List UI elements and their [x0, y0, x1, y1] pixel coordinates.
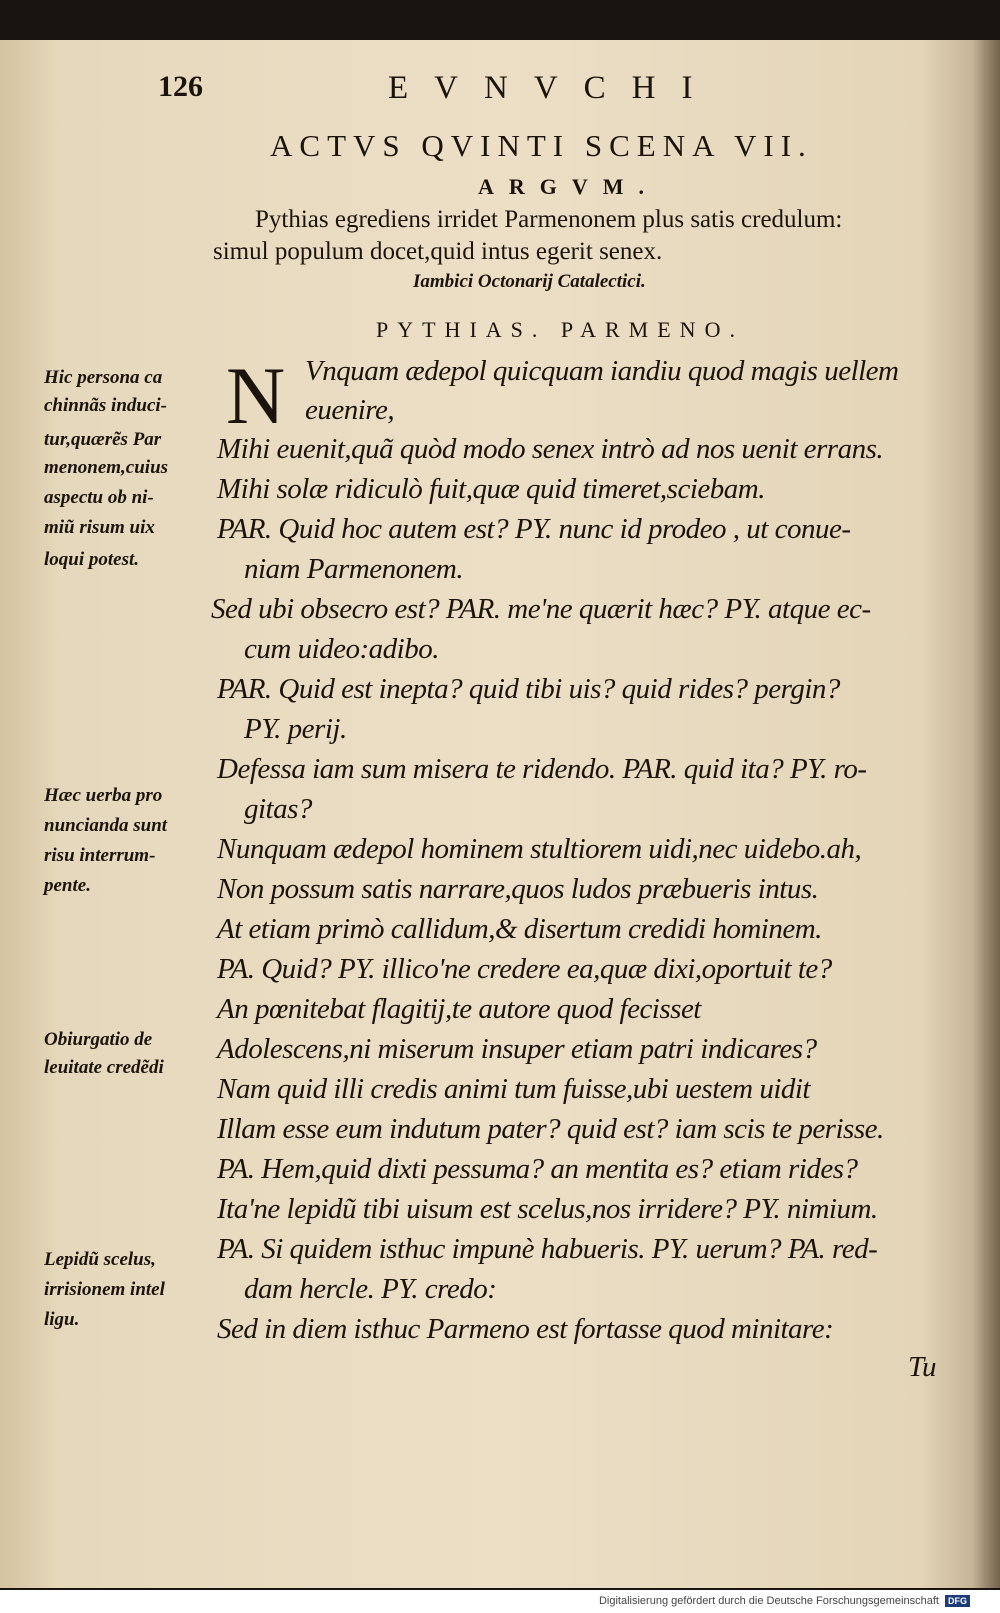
- verse-line: Nunquam ædepol hominem stultiorem uidi,nec uidebo.ah,: [217, 833, 862, 865]
- verse-line: PY. perij.: [244, 713, 347, 745]
- verse-line: PAR. Quid est inepta? quid tibi uis? quid rides? pergin?: [217, 673, 840, 705]
- margin-note-line: irrisionem intel: [44, 1279, 165, 1300]
- verse-line: PA. Hem,quid dixti pessuma? an mentita es? etiam rides?: [217, 1153, 858, 1185]
- verse-line: euenire,: [305, 394, 395, 426]
- margin-note-line: Hæc uerba pro: [44, 785, 163, 806]
- verse-line: PAR. Quid hoc autem est? PY. nunc id prodeo , ut conue-: [217, 513, 851, 545]
- margin-note-line: loqui potest.: [44, 549, 140, 570]
- verse-line: dam hercle. PY. credo:: [244, 1273, 497, 1305]
- page-gutter-shadow: [972, 40, 1000, 1588]
- margin-note-line: risu interrum-: [44, 845, 156, 866]
- margin-note-line: pente.: [44, 875, 91, 896]
- verse-line: Sed in diem isthuc Parmeno est fortasse quod minitare:: [217, 1313, 834, 1345]
- margin-note-line: Hic persona ca: [44, 367, 163, 388]
- verse-line: An pœnitebat flagitij,te autore quod fecisset: [217, 993, 701, 1025]
- margin-note-line: menonem,cuius: [44, 457, 169, 478]
- argument-label: ARGVM.: [478, 174, 660, 199]
- verse-line: Sed ubi obsecro est? PAR. me'ne quærit hæc? PY. atque ec-: [211, 593, 871, 625]
- dfg-logo: DFG: [945, 1595, 970, 1607]
- verse-line: Illam esse eum indutum pater? quid est? iam scis te perisse.: [217, 1113, 884, 1145]
- verse-line: Ita'ne lepidũ tibi uisum est scelus,nos irridere? PY. nimium.: [217, 1193, 878, 1225]
- margin-note-line: chinnãs induci-: [44, 395, 168, 416]
- verse-line: niam Parmenonem.: [244, 553, 464, 585]
- meter-note: Iambici Octonarij Catalectici.: [413, 271, 646, 292]
- margin-note-line: Lepidũ scelus,: [44, 1249, 156, 1270]
- argument-line: simul populum docet,quid intus egerit senex.: [213, 238, 663, 265]
- verse-line: Defessa iam sum misera te ridendo. PAR. quid ita? PY. ro-: [217, 753, 867, 785]
- running-head: EVNVCHI: [388, 70, 719, 106]
- margin-note-line: miũ risum uix: [44, 517, 155, 538]
- speaker-list: PYTHIAS. PARMENO.: [376, 317, 744, 342]
- margin-note-line: nuncianda sunt: [44, 815, 168, 836]
- verse-line: Nam quid illi credis animi tum fuisse,ubi uestem uidit: [217, 1073, 810, 1105]
- drop-cap: N: [226, 350, 286, 441]
- argument-line: Pythias egrediens irridet Parmenonem plus satis credulum:: [255, 206, 843, 233]
- margin-note-line: tur,quærẽs Par: [44, 429, 162, 450]
- scene-title: ACTVS QVINTI SCENA VII.: [270, 128, 813, 163]
- margin-note-line: Obiurgatio de: [44, 1029, 153, 1050]
- catchword: Tu: [908, 1351, 937, 1383]
- digitization-footer: [0, 1590, 1000, 1613]
- margin-note-line: leuitate credẽdi: [44, 1057, 164, 1078]
- verse-line: cum uideo:adibo.: [244, 633, 439, 665]
- verse-line: At etiam primò callidum,& disertum credidi hominem.: [217, 913, 822, 945]
- verse-line: gitas?: [244, 793, 312, 825]
- book-page: [0, 40, 1000, 1588]
- verse-line: Vnquam ædepol quicquam iandiu quod magis uellem: [305, 355, 899, 387]
- verse-line: PA. Si quidem isthuc impunè habueris. PY. uerum? PA. red-: [217, 1233, 878, 1265]
- verse-line: Mihi solæ ridiculò fuit,quæ quid timeret,sciebam.: [217, 473, 765, 505]
- verse-line: PA. Quid? PY. illico'ne credere ea,quæ dixi,oportuit te?: [217, 953, 832, 985]
- footer-credit: Digitalisierung gefördert durch die Deutsche Forschungsgemeinschaft: [598, 1595, 939, 1607]
- margin-note-line: ligu.: [44, 1309, 80, 1330]
- page-number: 126: [158, 70, 203, 103]
- verse-line: Adolescens,ni miserum insuper etiam patri indicares?: [217, 1033, 817, 1065]
- verse-line: Non possum satis narrare,quos ludos præbueris intus.: [217, 873, 819, 905]
- margin-note-line: aspectu ob ni-: [44, 487, 154, 508]
- verse-line: Mihi euenit,quã quòd modo senex intrò ad nos uenit errans.: [217, 433, 884, 465]
